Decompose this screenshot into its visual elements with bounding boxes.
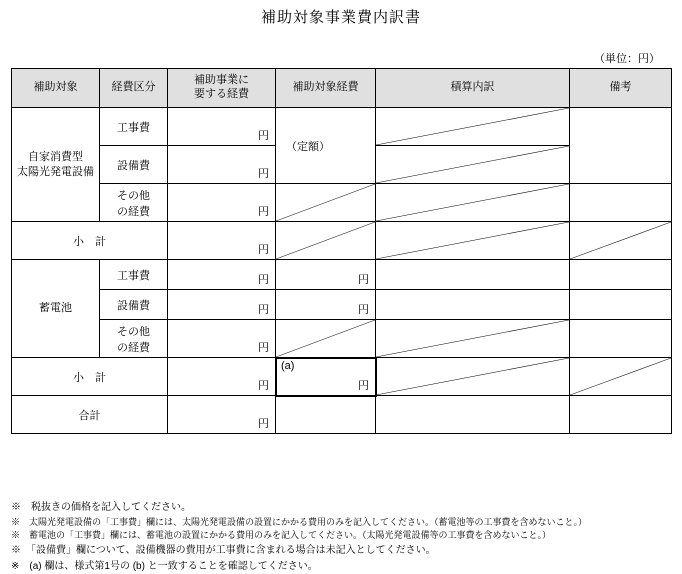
header-remarks: 備考 bbox=[570, 69, 672, 108]
unit-note: （単位：円） bbox=[594, 53, 660, 65]
table-row bbox=[12, 358, 672, 396]
group-label-solar bbox=[12, 108, 100, 222]
yen-label: 円 bbox=[358, 304, 369, 316]
cost-type-solar-equipment: 設備費 bbox=[100, 146, 168, 184]
diagonal-strike-icon bbox=[376, 108, 569, 145]
page-title: 補助対象事業費内訳書 bbox=[260, 9, 421, 26]
diagonal-strike-icon bbox=[570, 222, 671, 259]
cell-solar-construction-calc bbox=[376, 108, 570, 146]
header-subsidy-target-expense: 補助対象経費 bbox=[276, 69, 376, 108]
header-required-expense-line1: 補助事業に bbox=[194, 74, 249, 87]
input-solar-construction-required[interactable] bbox=[168, 108, 276, 146]
input-battery-equipment-required[interactable] bbox=[168, 290, 276, 320]
header-required-expense-line2: 要する経費 bbox=[194, 88, 249, 100]
mark-a-label: (a) bbox=[281, 360, 295, 372]
input-battery-subtotal-subsidy[interactable] bbox=[276, 358, 376, 396]
input-battery-equipment-calc[interactable] bbox=[376, 290, 570, 320]
diagonal-strike-icon bbox=[376, 358, 569, 395]
diagonal-strike-icon bbox=[276, 222, 375, 259]
group-label-solar-line2: 太陽光発電設備 bbox=[17, 165, 94, 178]
input-total-required[interactable] bbox=[168, 396, 276, 434]
row-label-solar-subtotal: 小 計 bbox=[12, 222, 168, 260]
table-row bbox=[12, 222, 672, 260]
row-label-total: 合計 bbox=[12, 396, 168, 434]
diagonal-strike-icon bbox=[376, 146, 569, 183]
cell-solar-fixed-amount bbox=[276, 108, 376, 184]
note-item: ※ (a) 欄は、様式第1号の (b) と一致することを確認してください。 bbox=[11, 560, 318, 572]
header-calculation-detail: 積算内訳 bbox=[376, 69, 570, 108]
cell-solar-subtotal-calc bbox=[376, 222, 570, 260]
cost-type-solar-other-line1: その他 bbox=[117, 189, 150, 202]
table-row bbox=[12, 290, 672, 320]
note-item: ※ 太陽光発電設備の「工事費」欄には、太陽光発電設備の設置にかかる費用のみを記入してください。（蓄電池等の工事費を含めないこと。） bbox=[11, 516, 588, 527]
table-row bbox=[12, 260, 672, 290]
diagonal-strike-icon bbox=[376, 320, 569, 357]
cost-type-battery-other bbox=[100, 320, 168, 358]
yen-label: 円 bbox=[358, 380, 369, 392]
row-label-battery-subtotal: 小 計 bbox=[12, 358, 168, 396]
yen-label: 円 bbox=[258, 206, 269, 218]
cell-battery-other-remarks bbox=[570, 320, 672, 358]
input-solar-other-required[interactable] bbox=[168, 184, 276, 222]
cell-solar-subtotal-subsidy bbox=[276, 222, 376, 260]
yen-label: 円 bbox=[258, 304, 269, 316]
cell-battery-other-subsidy bbox=[276, 320, 376, 358]
input-battery-construction-calc[interactable] bbox=[376, 260, 570, 290]
cost-type-solar-other-line2: の経費 bbox=[117, 205, 150, 218]
table-header bbox=[12, 69, 672, 108]
yen-label: 円 bbox=[258, 244, 269, 256]
cell-solar-other-calc bbox=[376, 184, 570, 222]
diagonal-strike-icon bbox=[276, 184, 375, 221]
yen-label: 円 bbox=[258, 380, 269, 392]
fixed-amount-label: （定額） bbox=[286, 140, 330, 153]
cost-type-solar-construction: 工事費 bbox=[100, 108, 168, 146]
header-target: 補助対象 bbox=[12, 69, 100, 108]
group-label-battery: 蓄電池 bbox=[12, 260, 100, 358]
cell-total-calc bbox=[376, 396, 570, 434]
yen-label: 円 bbox=[258, 274, 269, 286]
input-solar-equipment-required[interactable] bbox=[168, 146, 276, 184]
cell-solar-other-subsidy bbox=[276, 184, 376, 222]
cell-solar-other-remarks bbox=[570, 184, 672, 222]
yen-label: 円 bbox=[258, 168, 269, 180]
input-battery-equipment-remarks[interactable] bbox=[570, 290, 672, 320]
input-battery-equipment-subsidy[interactable] bbox=[276, 290, 376, 320]
table-header-row bbox=[12, 69, 672, 108]
cell-total-subsidy bbox=[276, 396, 376, 434]
cell-battery-other-calc bbox=[376, 320, 570, 358]
notes-list bbox=[11, 500, 673, 574]
note-item: ※ 税抜きの価格を記入してください。 bbox=[11, 502, 191, 513]
yen-label: 円 bbox=[258, 418, 269, 430]
table-body bbox=[12, 108, 672, 434]
note-item: ※ 「設備費」欄について、設備機器の費用が工事費に含まれる場合は未記入としてください。 bbox=[11, 545, 436, 557]
note-item: ※ 蓄電池の「工事費」欄には、蓄電池の設置にかかる費用のみを記入してください。（太陽光発電設備等の工事費を含めないこと。） bbox=[11, 530, 552, 541]
cost-type-battery-other-line2: の経費 bbox=[117, 341, 150, 354]
table-row bbox=[12, 184, 672, 222]
table-row bbox=[12, 320, 672, 358]
table-row bbox=[12, 396, 672, 434]
cell-battery-subtotal-remarks bbox=[570, 358, 672, 396]
header-required-expense bbox=[168, 69, 276, 108]
input-battery-subtotal-required[interactable] bbox=[168, 358, 276, 396]
yen-label: 円 bbox=[258, 130, 269, 142]
cost-type-battery-other-line1: その他 bbox=[117, 325, 150, 338]
yen-label: 円 bbox=[258, 342, 269, 354]
cell-battery-subtotal-calc bbox=[376, 358, 570, 396]
yen-label: 円 bbox=[358, 274, 369, 286]
header-expense-category: 経費区分 bbox=[100, 69, 168, 108]
cell-solar-remarks bbox=[570, 108, 672, 184]
cost-type-battery-construction: 工事費 bbox=[100, 260, 168, 290]
table-row bbox=[12, 108, 672, 146]
cell-solar-subtotal-remarks bbox=[570, 222, 672, 260]
input-battery-other-required[interactable] bbox=[168, 320, 276, 358]
input-solar-subtotal-required[interactable] bbox=[168, 222, 276, 260]
cell-total-remarks bbox=[570, 396, 672, 434]
cost-breakdown-table bbox=[11, 68, 672, 434]
input-battery-construction-required[interactable] bbox=[168, 260, 276, 290]
group-label-solar-line1: 自家消費型 bbox=[28, 151, 83, 164]
cell-solar-equipment-calc bbox=[376, 146, 570, 184]
input-battery-construction-subsidy[interactable] bbox=[276, 260, 376, 290]
diagonal-strike-icon bbox=[570, 358, 671, 395]
cost-type-solar-other bbox=[100, 184, 168, 222]
diagonal-strike-icon bbox=[376, 184, 569, 221]
input-battery-construction-remarks[interactable] bbox=[570, 260, 672, 290]
diagonal-strike-icon bbox=[276, 320, 375, 357]
diagonal-strike-icon bbox=[376, 222, 569, 259]
cost-type-battery-equipment: 設備費 bbox=[100, 290, 168, 320]
